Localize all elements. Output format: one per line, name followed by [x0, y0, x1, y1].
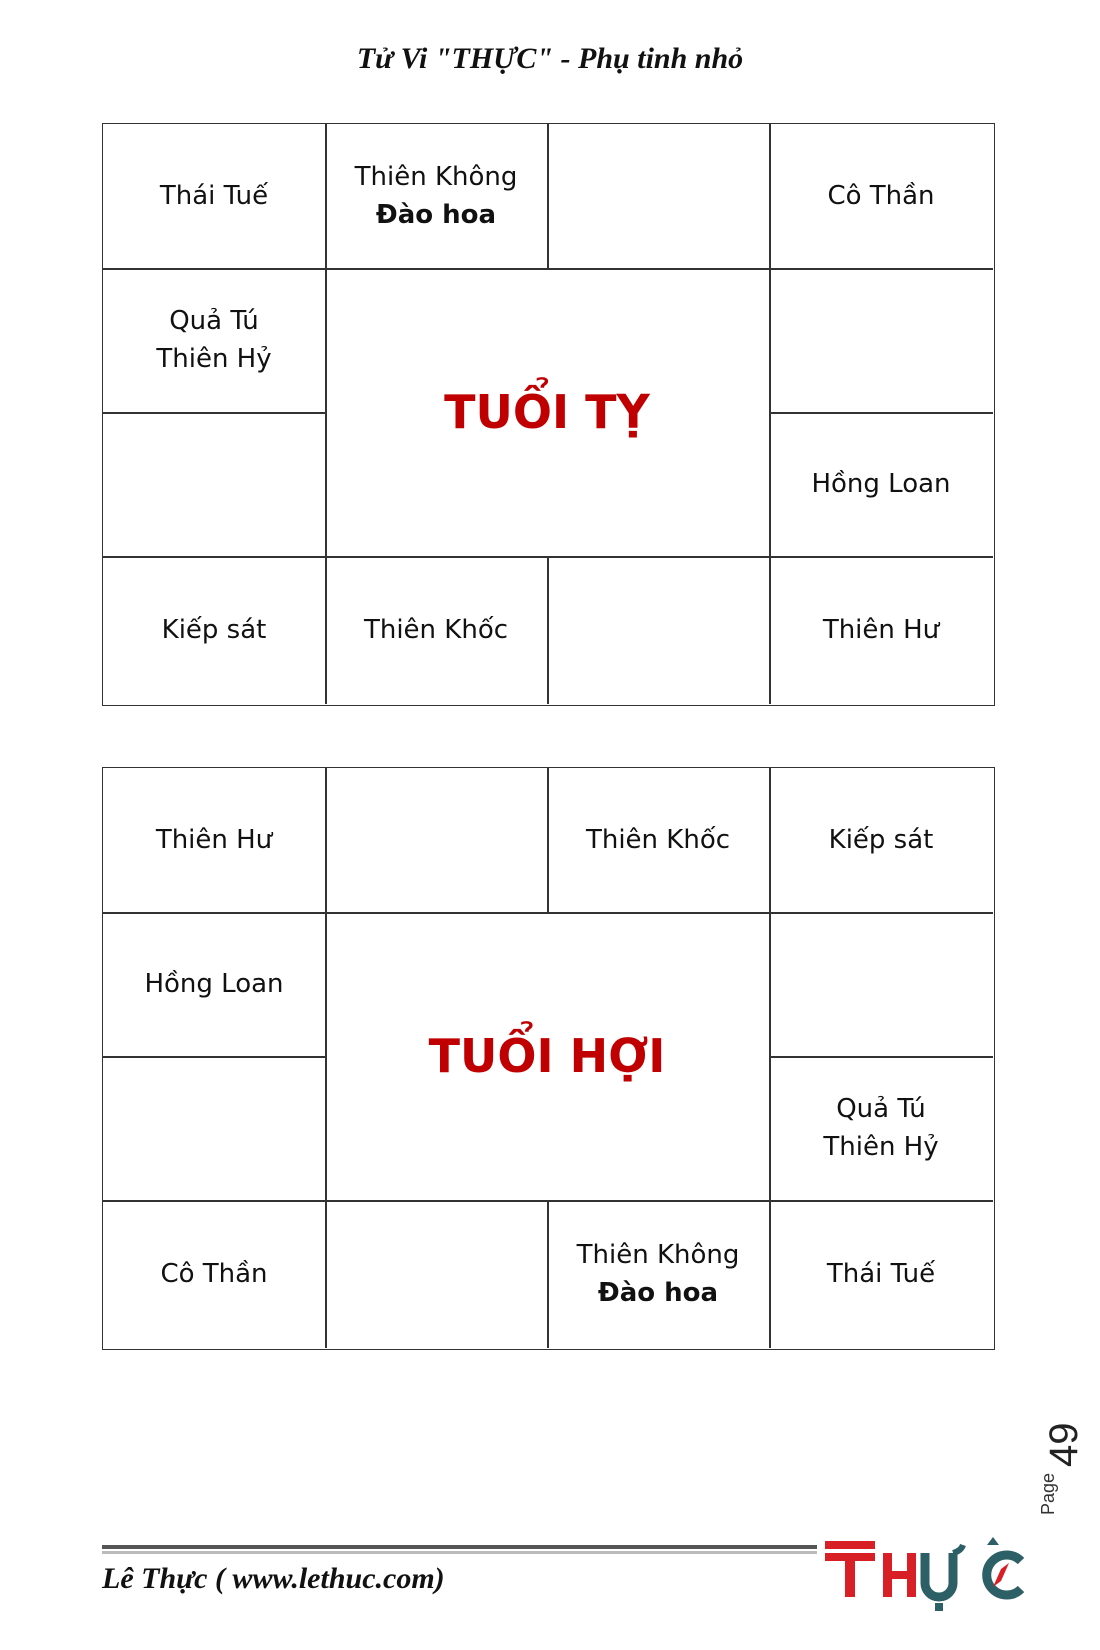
chart-cell — [769, 1056, 993, 1200]
center-label: TUỔI HỢI — [428, 1029, 666, 1083]
page-word-text: Page — [1038, 1472, 1058, 1515]
chart-tuoi-hoi — [102, 767, 995, 1350]
chart-cell — [325, 556, 547, 704]
chart-cell — [103, 912, 325, 1056]
star-name: Quả Tú — [836, 1094, 926, 1124]
chart-cell — [103, 124, 325, 268]
chart-cell — [769, 124, 993, 268]
chart-cell — [769, 556, 993, 704]
star-name: Thiên Khốc — [363, 615, 509, 645]
star-name: Cô Thần — [160, 1259, 268, 1289]
page-number-text: 49 — [1042, 1422, 1086, 1467]
star-name-bold: Đào hoa — [597, 1278, 719, 1308]
chart-cell — [103, 768, 325, 912]
star-name: Thiên Không — [354, 162, 518, 192]
chart-cell — [769, 1200, 993, 1348]
chart-cell-empty — [547, 556, 769, 704]
chart-cell — [103, 556, 325, 704]
footer-author: Lê Thực ( www.lethuc.com) — [102, 1562, 445, 1595]
chart-cell-empty — [325, 768, 547, 912]
star-name-bold: Đào hoa — [375, 200, 497, 230]
star-name: Thái Tuế — [159, 181, 269, 211]
star-name: Hồng Loan — [811, 469, 951, 499]
star-name: Thái Tuế — [826, 1259, 936, 1289]
center-label: TUỔI TỴ — [444, 385, 650, 439]
star-name: Thiên Hư — [822, 615, 940, 645]
chart-cell-empty — [103, 412, 325, 556]
chart-cell-empty — [547, 124, 769, 268]
chart-cell-empty — [325, 1200, 547, 1348]
chart-cell — [325, 124, 547, 268]
chart-cell-empty — [103, 1056, 325, 1200]
chart-cell-empty — [769, 268, 993, 412]
star-name: Thiên Hỷ — [156, 344, 272, 374]
star-name: Thiên Hỷ — [823, 1132, 939, 1162]
star-name: Kiếp sát — [161, 615, 267, 645]
chart-cell — [547, 768, 769, 912]
chart-cell-empty — [769, 912, 993, 1056]
star-name: Hồng Loan — [144, 969, 284, 999]
footer-rule — [102, 1545, 817, 1549]
chart-cell — [769, 768, 993, 912]
thuc-logo — [825, 1535, 1030, 1615]
chart-cell — [103, 1200, 325, 1348]
star-name: Kiếp sát — [828, 825, 934, 855]
chart-tuoi-ty — [102, 123, 995, 706]
footer-rule — [102, 1551, 817, 1554]
star-name: Thiên Hư — [155, 825, 273, 855]
chart-cell — [769, 412, 993, 556]
chart-cell — [103, 268, 325, 412]
star-name: Thiên Khốc — [585, 825, 731, 855]
page-number — [1022, 1415, 1086, 1475]
star-name: Thiên Không — [576, 1240, 740, 1270]
star-name: Cô Thần — [827, 181, 935, 211]
chart-cell — [547, 1200, 769, 1348]
page-header-title: Tử Vi "THỰC" - Phụ tinh nhỏ — [356, 42, 744, 75]
star-name: Quả Tú — [169, 306, 259, 336]
